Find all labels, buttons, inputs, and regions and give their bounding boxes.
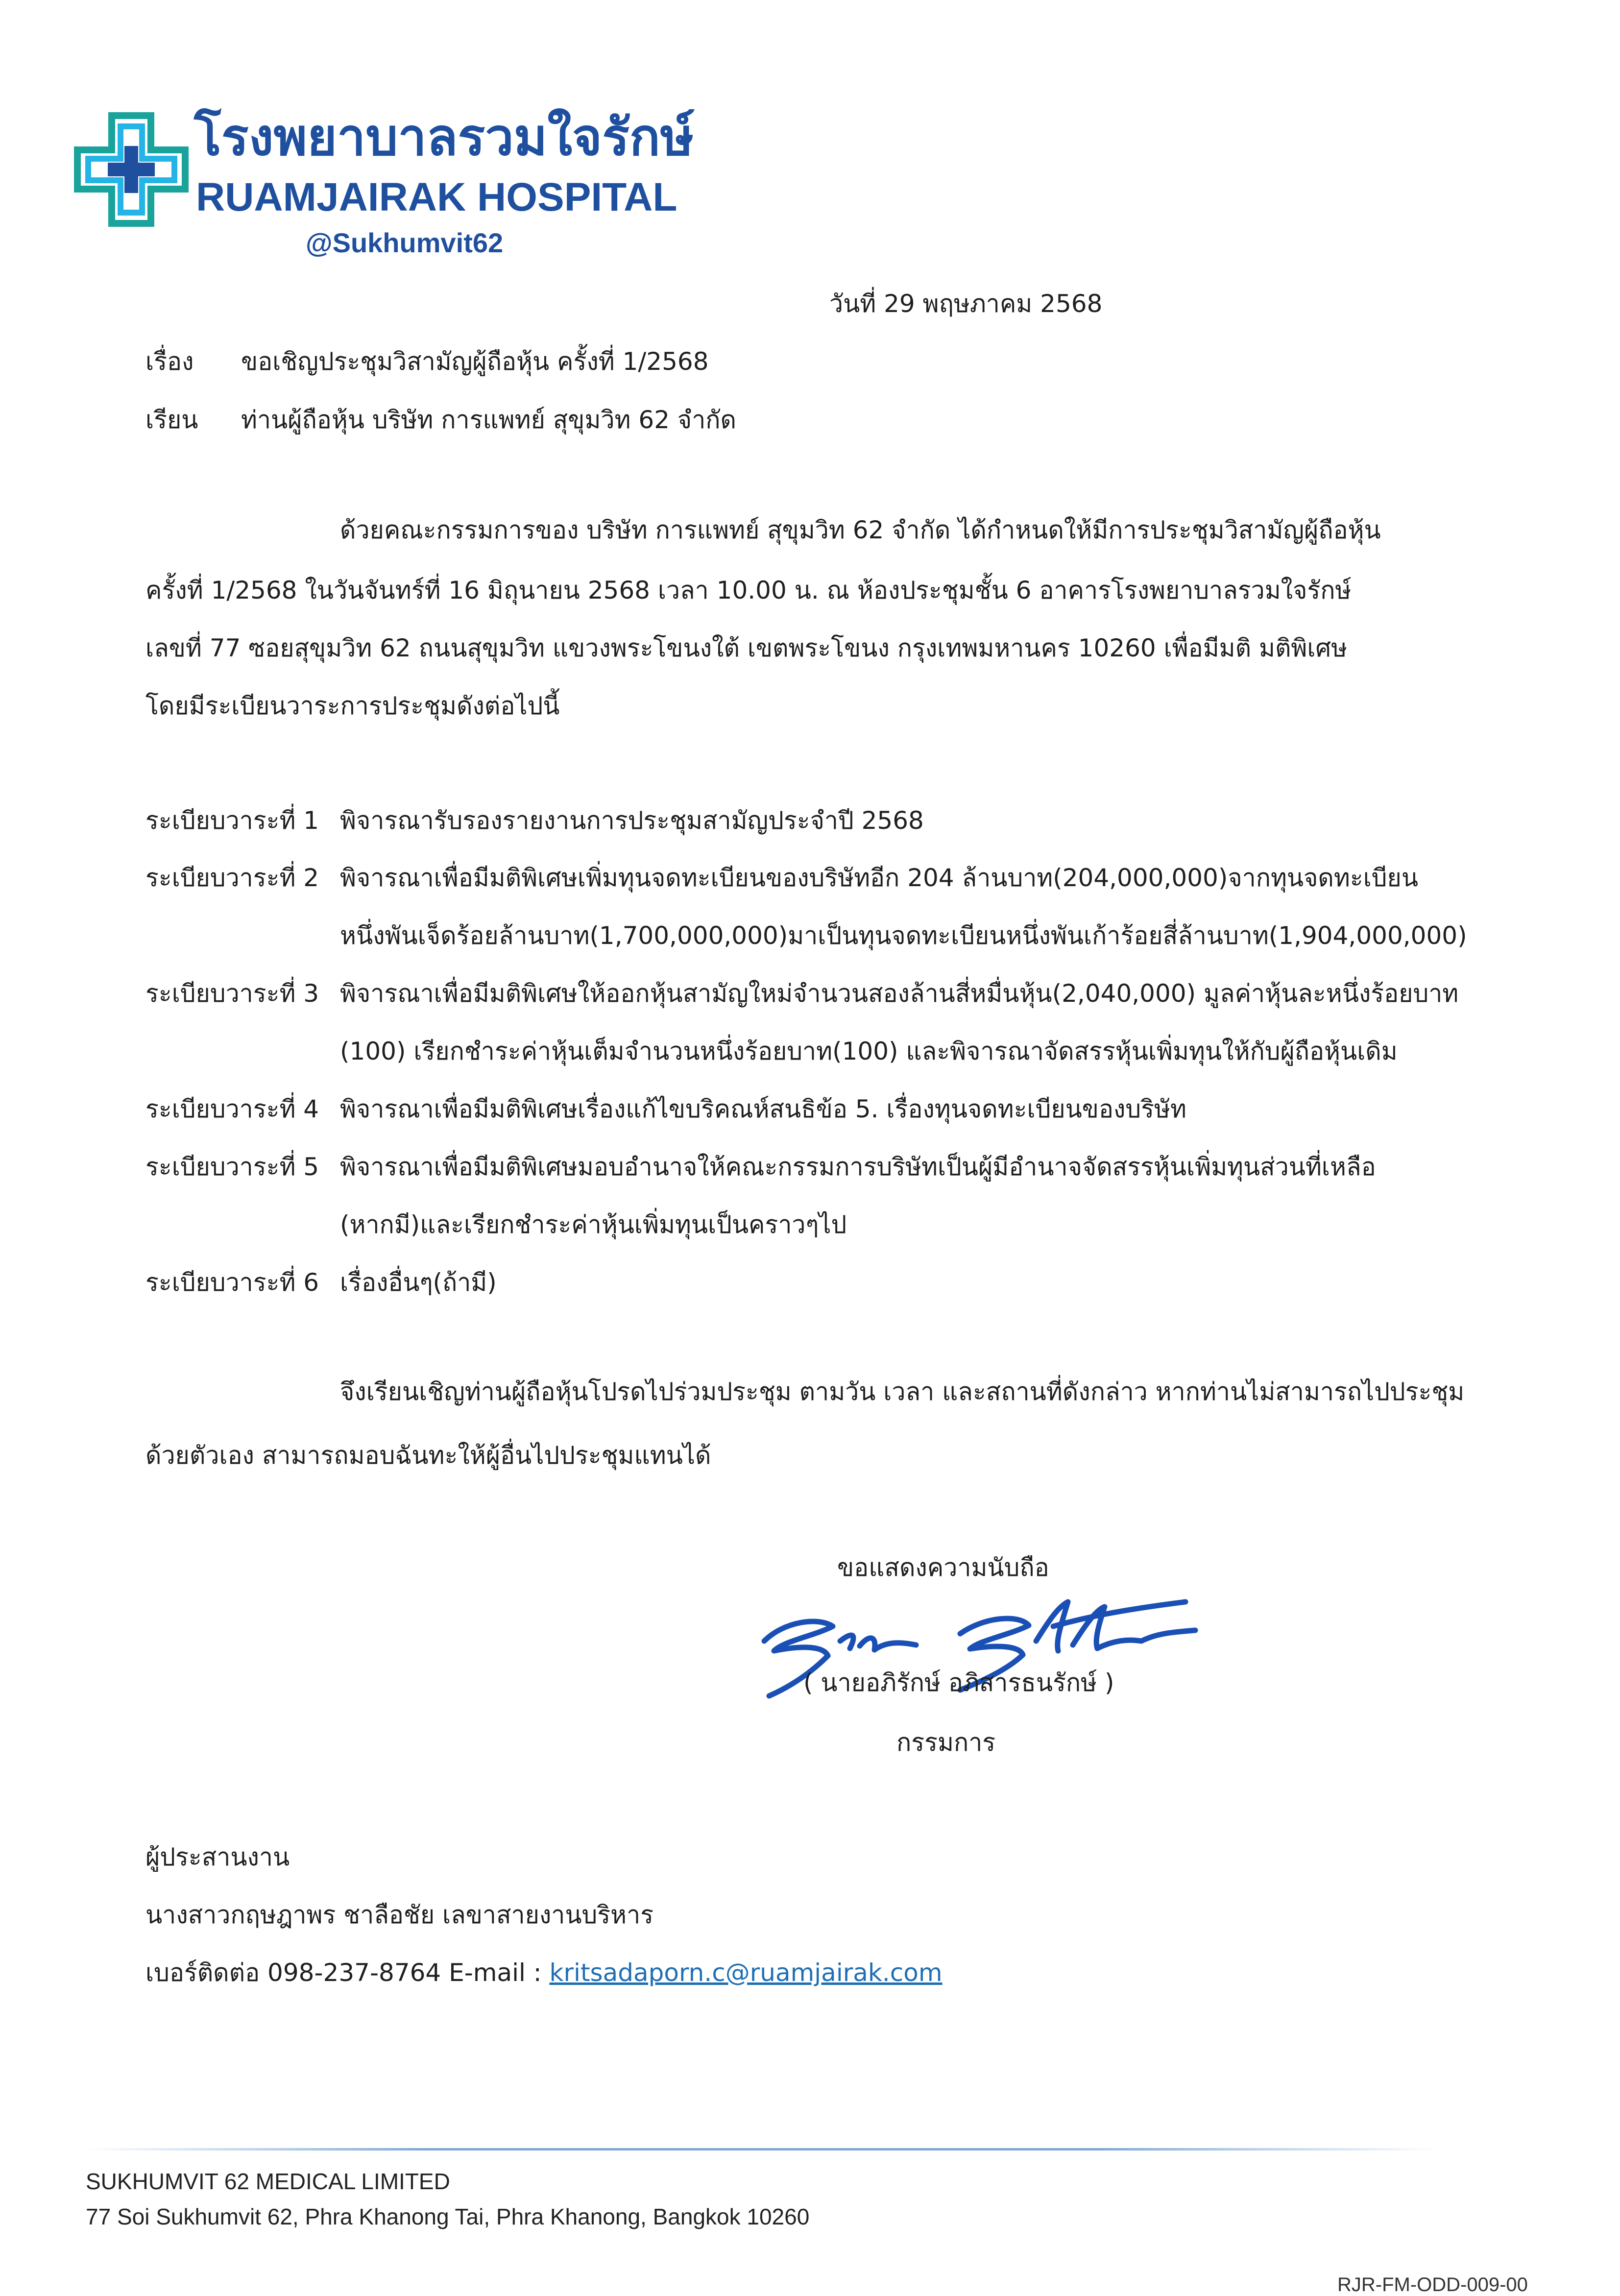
coordinator-heading: ผู้ประสานงาน (145, 1843, 290, 1871)
document-code: RJR-FM-ODD-009-00 (1337, 2274, 1528, 2296)
hospital-name-thai: โรงพยาบาลรวมใจรักษ์ (194, 107, 694, 167)
regards-text: ขอแสดงความนับถือ (837, 1553, 1049, 1582)
email-link[interactable]: kritsadaporn.c@ruamjairak.com (549, 1958, 943, 1987)
signatory-name: ( นายอภิรักษ์ อภิสารธนรักษ์ ) (803, 1668, 1114, 1697)
footer-company: SUKHUMVIT 62 MEDICAL LIMITED (86, 2169, 450, 2194)
agenda-text: พิจารณาเพื่อมีมติพิเศษเพิ่มทุนจดทะเบียนของบริษัทอีก 204 ล้านบาท(204,000,000)จากทุนจดทะเบียน (340, 864, 1419, 892)
coordinator-name: นางสาวกฤษฎาพร ชาลือชัย เลขาสายงานบริหาร (145, 1901, 654, 1929)
agenda-label: ระเบียบวาระที่ 5 (145, 1153, 319, 1181)
letter-date: วันที่ 29 พฤษภาคม 2568 (829, 290, 1103, 318)
footer-address: 77 Soi Sukhumvit 62, Phra Khanong Tai, Phra Khanong, Bangkok 10260 (86, 2204, 810, 2229)
hospital-branch: @Sukhumvit62 (306, 227, 504, 258)
intro-line: โดยมีระเบียนวาระการประชุมดังต่อไปนี้ (145, 692, 560, 720)
agenda-label: ระเบียบวาระที่ 6 (145, 1268, 319, 1297)
agenda-text: หนึ่งพันเจ็ดร้อยล้านบาท(1,700,000,000)มาเป็นทุนจดทะเบียนหนึ่งพันเก้าร้อยสี่ล้านบาท(1,904,000,000) (340, 921, 1467, 950)
subject-text: ขอเชิญประชุมวิสามัญผู้ถือหุ้น ครั้งที่ 1/2568 (241, 347, 709, 376)
agenda-label: ระเบียบวาระที่ 3 (145, 979, 319, 1008)
recipient-text: ท่านผู้ถือหุ้น บริษัท การแพทย์ สุขุมวิท 62 จำกัด (241, 406, 737, 434)
subject-label: เรื่อง (145, 347, 194, 376)
signatory-position: กรรมการ (896, 1728, 996, 1757)
agenda-text: (100) เรียกชำระค่าหุ้นเต็มจำนวนหนึ่งร้อยบาท(100) และพิจารณาจัดสรรหุ้นเพิ่มทุนให้กับผู้ถือหุ้นเดิม (340, 1037, 1398, 1065)
agenda-text: พิจารณาเพื่อมีมติพิเศษให้ออกหุ้นสามัญใหม่จำนวนสองล้านสี่หมื่นหุ้น(2,040,000) มูลค่าหุ้นละหนึ่งร้อยบาท (340, 979, 1459, 1008)
footer-divider (86, 2148, 1438, 2151)
agenda-text: พิจารณาเพื่อมีมติพิเศษมอบอำนาจให้คณะกรรมการบริษัทเป็นผู้มีอำนาจจัดสรรหุ้นเพิ่มทุนส่วนที่เหลือ (340, 1153, 1376, 1181)
closing-line: ด้วยตัวเอง สามารถมอบฉันทะให้ผู้อื่นไปประชุมแทนได้ (145, 1441, 711, 1470)
contact-prefix: เบอร์ติดต่อ 098-237-8764 E-mail : (145, 1958, 550, 1987)
intro-line: ด้วยคณะกรรมการของ บริษัท การแพทย์ สุขุมวิท 62 จำกัด ได้กำหนดให้มีการประชุมวิสามัญผู้ถือหุ้น (340, 516, 1381, 544)
agenda-text: พิจารณาเพื่อมีมติพิเศษเรื่องแก้ไขบริคณห์สนธิข้อ 5. เรื่องทุนจดทะเบียนของบริษัท (340, 1095, 1186, 1123)
medical-cross-icon (73, 112, 189, 227)
agenda-label: ระเบียบวาระที่ 4 (145, 1095, 319, 1123)
agenda-text: พิจารณารับรองรายงานการประชุมสามัญประจำปี 2568 (340, 806, 924, 835)
agenda-label: ระเบียบวาระที่ 1 (145, 806, 319, 835)
closing-line: จึงเรียนเชิญท่านผู้ถือหุ้นโปรดไปร่วมประชุม ตามวัน เวลา และสถานที่ดังกล่าว หากท่านไม่สามารถไปประชุม (340, 1378, 1465, 1406)
intro-line: เลขที่ 77 ซอยสุขุมวิท 62 ถนนสุขุมวิท แขวงพระโขนงใต้ เขตพระโขนง กรุงเทพมหานคร 10260 เพื่อมีมติ มติพิเศษ (145, 634, 1348, 662)
agenda-text: เรื่องอื่นๆ(ถ้ามี) (340, 1268, 497, 1297)
intro-line: ครั้งที่ 1/2568 ในวันจันทร์ที่ 16 มิถุนายน 2568 เวลา 10.00 น. ณ ห้องประชุมชั้น 6 อาคารโรงพยาบาลรวมใจรักษ์ (145, 576, 1352, 604)
coordinator-contact (145, 1960, 943, 1985)
recipient-label: เรียน (145, 406, 198, 434)
hospital-name-english: RUAMJAIRAK HOSPITAL (196, 175, 677, 219)
agenda-label: ระเบียบวาระที่ 2 (145, 864, 319, 892)
agenda-text: (หากมี)และเรียกชำระค่าหุ้นเพิ่มทุนเป็นคราวๆไป (340, 1210, 847, 1239)
